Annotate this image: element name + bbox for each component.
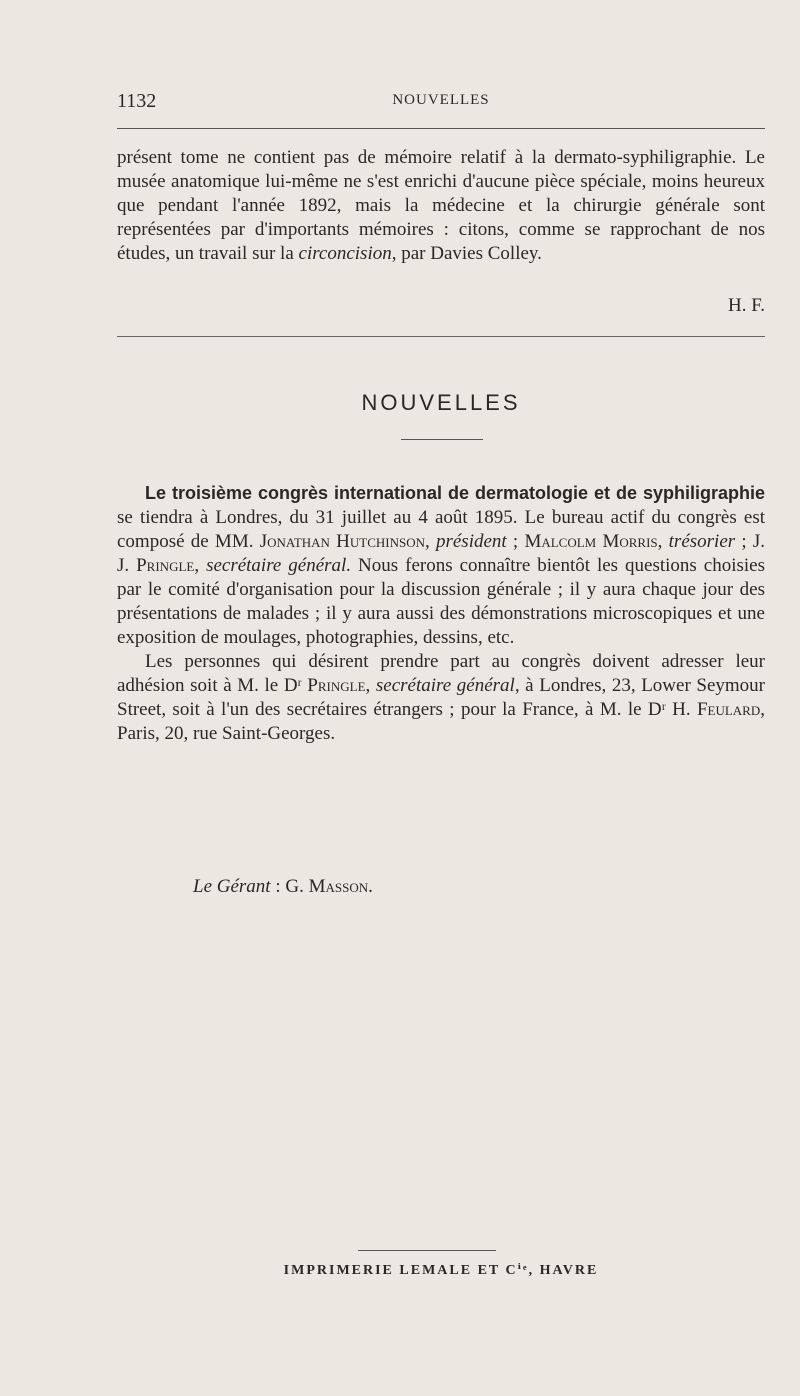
circoncision-term: circoncision: [298, 243, 392, 264]
text-run: : G.: [270, 876, 309, 897]
text-run: ,: [365, 675, 376, 696]
role-secretaire: secrétaire général.: [206, 555, 352, 576]
text-run: ,: [425, 531, 436, 552]
news-headline: Le troisième congrès international de dermatologie et de syphiligraphie: [145, 483, 765, 503]
text-run: se tiendra à Londres, du 31 juillet au 4 août 1895. Le bureau actif du congrès est composé de MM.: [117, 507, 765, 552]
name-feulard: Feulard: [696, 699, 761, 720]
author-initials: H. F.: [727, 295, 765, 316]
text-run: ;: [506, 531, 525, 552]
running-head: [117, 90, 765, 114]
role-secretaire-2: secrétaire général: [375, 675, 515, 696]
name-hutchinson: Jonathan Hutchinson: [259, 531, 425, 552]
title-underline: [401, 439, 483, 440]
page-number: 1132: [117, 90, 157, 112]
text-run: .: [368, 876, 373, 897]
previous-article-text: [117, 146, 765, 266]
name-pringle-2: Pringle: [307, 675, 366, 696]
running-title: NOUVELLES: [392, 92, 490, 108]
news-paragraph-2: [117, 650, 765, 746]
footer-rule: [358, 1250, 496, 1251]
section-separator: [117, 336, 765, 337]
signature: [193, 876, 373, 898]
text-run: Les personnes qui désirent prendre part au congrès doivent adresser leur adhésion soit à M. le Dʳ: [117, 651, 765, 696]
previous-article-body: présent tome ne contient pas de mémoire relatif à la dermato-syphiligraphie. Le musée anatomique lui-même ne s'est enrichi d'aucune pièce spéciale, moins heureux que pendant l'année 1892, mais la médecine et la chirurgie générale sont représentées par d'importants mémoires : citons, comme se rapprochant de nos études, un travail sur la: [117, 147, 765, 264]
printer-imprint: IMPRIMERIE LEMALE ET Cⁱᵉ, HAVRE: [283, 1263, 599, 1278]
previous-article-end: , par Davies Colley.: [391, 243, 542, 264]
text-run: , à Londres, 23, Lower Seymour Street, soit à l'un des secrétaires étrangers ; pour la France, à M. le Dʳ H.: [117, 675, 765, 720]
text-run: , Paris, 20, rue Saint-Georges.: [117, 699, 765, 744]
text-run: ; J. J.: [117, 531, 766, 576]
text-run: ,: [194, 555, 207, 576]
role-tresorier: trésorier: [668, 531, 736, 552]
text-run: ,: [657, 531, 669, 552]
name-morris: Malcolm Morris: [524, 531, 658, 552]
section-title: NOUVELLES: [361, 390, 521, 415]
news-article: [117, 481, 765, 746]
gerant-name: Masson: [308, 876, 369, 897]
text-run: Nous ferons connaître bientôt les questions choisies par le comité d'organisation pour la discussion générale ; il y aura chaque jour des présentations de malades ; il y aura aussi des démonstrations microscopiques et une exposition de moulages, photographies, dessins, etc.: [117, 555, 765, 648]
role-president: président: [435, 531, 507, 552]
news-paragraph-1: [117, 481, 765, 650]
name-pringle: Pringle: [136, 555, 195, 576]
header-rule: [117, 128, 765, 129]
gerant-label: Le Gérant: [193, 876, 271, 897]
